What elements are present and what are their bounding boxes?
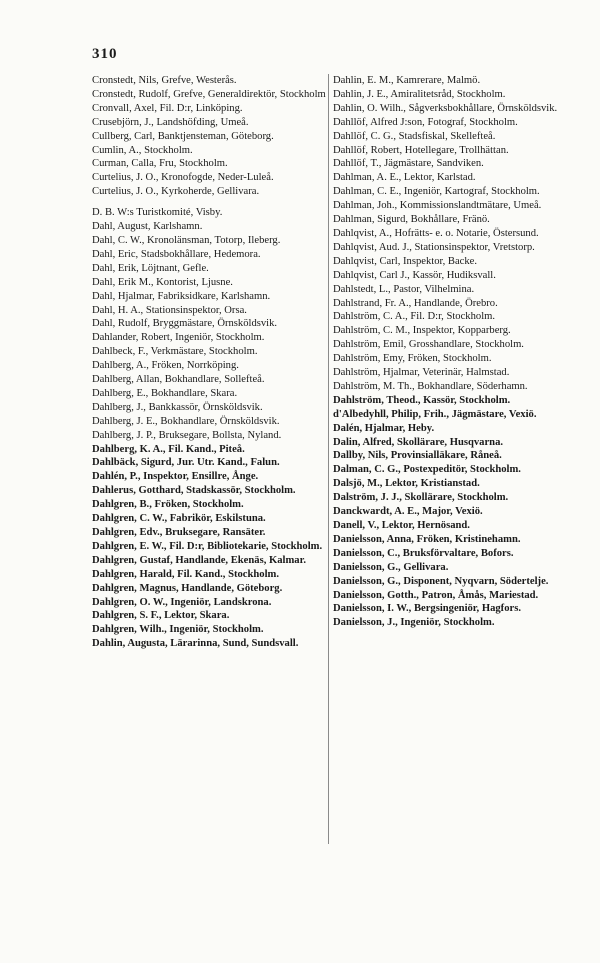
directory-entry: Dahl, Rudolf, Bryggmästare, Örnsköldsvik.: [92, 318, 278, 330]
directory-entry: Dahlin, Augusta, Lärarinna, Sund, Sundsvall.: [92, 638, 299, 650]
column-divider: [328, 74, 329, 844]
directory-entry: Dahlberg, J. P., Bruksegare, Bollsta, Nyland.: [92, 429, 282, 441]
directory-entry: Dalsjö, M., Lektor, Kristianstad.: [333, 478, 480, 490]
directory-entry: Dahlman, Joh., Kommissionslandtmätare, Umeå.: [333, 200, 542, 212]
directory-entry: Danielsson, I. W., Bergsingeniör, Hagfors.: [333, 603, 521, 615]
directory-entry: Dahlman, C. E., Ingeniör, Kartograf, Stockholm.: [333, 186, 540, 198]
directory-entry: Dahlgren, C. W., Fabrikör, Eskilstuna.: [92, 513, 266, 525]
directory-entry: Dahlström, Hjalmar, Veterinär, Halmstad.: [333, 367, 510, 379]
right-column: [333, 74, 567, 630]
directory-entry: Dahlqvist, Aud. J., Stationsinspektor, Vretstorp.: [333, 241, 535, 253]
directory-entry: Dahlin, O. Wilh., Sågverksbokhållare, Örnsköldsvik.: [333, 102, 558, 114]
directory-entry: Danielsson, G., Disponent, Nyqvarn, Södertelje.: [333, 575, 549, 587]
directory-entry: Danell, V., Lektor, Hernösand.: [333, 520, 470, 531]
directory-entry: Dahllöf, T., Jägmästare, Sandviken.: [333, 158, 484, 170]
directory-entry: Danckwardt, A. E., Major, Vexiö.: [333, 506, 483, 518]
directory-entry: Cronstedt, Nils, Grefve, Westerås.: [92, 75, 237, 86]
directory-entry: D. B. W:s Turistkomité, Visby.: [92, 207, 223, 219]
directory-entry: Dahlgren, E. W., Fil. D:r, Bibliotekarie, Stockholm.: [92, 540, 323, 552]
directory-entry: Dahlstedt, L., Pastor, Vilhelmina.: [333, 283, 475, 295]
directory-entry: Dahlstrand, Fr. A., Handlande, Örebro.: [333, 297, 498, 309]
directory-entry: Dahlgren, O. W., Ingeniör, Landskrona.: [92, 596, 272, 608]
directory-entry: Dahlander, Robert, Ingeniör, Stockholm.: [92, 332, 265, 344]
directory-entry: Dahlgren, Harald, Fil. Kand., Stockholm.: [92, 568, 279, 580]
directory-entry: Crusebjörn, J., Landshöfding, Umeå.: [92, 116, 249, 128]
directory-entry: Dahl, Erik M., Kontorist, Ljusne.: [92, 276, 233, 288]
directory-entry: Danielsson, J., Ingeniör, Stockholm.: [333, 617, 495, 629]
directory-entry: Dahllöf, Alfred J:son, Fotograf, Stockholm.: [333, 116, 518, 128]
directory-entry: Curtelius, J. O., Kyrkoherde, Gellivara.: [92, 186, 260, 198]
directory-entry: Danielsson, Gotth., Patron, Åmås, Mariestad.: [333, 589, 539, 601]
directory-entry: Dahl, H. A., Stationsinspektor, Orsa.: [92, 304, 247, 316]
directory-entry: Danielsson, G., Gellivara.: [333, 561, 449, 573]
directory-entry: Dahlgren, Gustaf, Handlande, Ekenäs, Kalmar.: [92, 554, 306, 566]
directory-entry: Dahlin, E. M., Kamrerare, Malmö.: [333, 75, 481, 86]
directory-entry: Dahlberg, J. E., Bokhandlare, Örnsköldsvik.: [92, 415, 280, 427]
directory-entry: Dahl, Erik, Löjtnant, Gefle.: [92, 262, 209, 274]
directory-entry: Dahlqvist, A., Hofrätts- e. o. Notarie, Östersund.: [333, 227, 539, 239]
directory-entry: Cullberg, Carl, Banktjensteman, Göteborg.: [92, 130, 274, 142]
directory-entry: Dahlbeck, F., Verkmästare, Stockholm.: [92, 346, 258, 358]
directory-entry: Dahlqvist, Carl J., Kassör, Hudiksvall.: [333, 269, 496, 281]
directory-entry: Dahlgren, S. F., Lektor, Skara.: [92, 610, 230, 622]
directory-entry: Dahlberg, E., Bokhandlare, Skara.: [92, 387, 238, 399]
directory-entry: Dahlbäck, Sigurd, Jur. Utr. Kand., Falun.: [92, 457, 280, 469]
directory-entry: Dahlgren, Magnus, Handlande, Göteborg.: [92, 582, 283, 594]
directory-entry: Dahlqvist, Carl, Inspektor, Backe.: [333, 255, 478, 267]
directory-entry: Dahl, C. W., Kronolänsman, Totorp, Ileberg.: [92, 234, 281, 246]
directory-entry: Danielsson, Anna, Fröken, Kristinehamn.: [333, 533, 521, 545]
directory-entry: Dahlgren, Wilh., Ingeniör, Stockholm.: [92, 624, 264, 636]
directory-entry: Dahlin, J. E., Amiralitetsråd, Stockholm.: [333, 88, 506, 100]
directory-entry: Dahlström, C. A., Fil. D:r, Stockholm.: [333, 311, 496, 323]
directory-entry: Dahlgren, Edv., Bruksegare, Ransäter.: [92, 527, 266, 538]
directory-entry: Dalén, Hjalmar, Heby.: [333, 422, 435, 434]
directory-entry: Cronstedt, Rudolf, Grefve, Generaldirektör, Stockholm: [92, 88, 326, 100]
directory-entry: Dahlman, A. E., Lektor, Karlstad.: [333, 172, 476, 184]
directory-entry: Dahl, August, Karlshamn.: [92, 221, 203, 233]
directory-entry: Dahlberg, J., Bankkassör, Örnsköldsvik.: [92, 401, 263, 413]
directory-entry: Dahl, Hjalmar, Fabriksidkare, Karlshamn.: [92, 290, 271, 302]
directory-entry: Danielsson, C., Bruksförvaltare, Bofors.: [333, 547, 514, 559]
directory-entry: Dahlerus, Gotthard, Stadskassör, Stockholm.: [92, 485, 296, 497]
directory-entry: Dahlström, M. Th., Bokhandlare, Söderhamn.: [333, 380, 528, 392]
directory-entry: Dalström, J. J., Skollärare, Stockholm.: [333, 492, 509, 504]
directory-entry: Curman, Calla, Fru, Stockholm.: [92, 158, 228, 170]
directory-entry: Dahlberg, K. A., Fil. Kand., Piteå.: [92, 443, 245, 455]
directory-entry: Dahlberg, Allan, Bokhandlare, Sollefteå.: [92, 374, 265, 386]
directory-entry: Dahllöf, C. G., Stadsfiskal, Skellefteå.: [333, 130, 496, 142]
directory-entry: Dallby, Nils, Provinsialläkare, Råneå.: [333, 450, 502, 462]
directory-entry: Cronvall, Axel, Fil. D:r, Linköping.: [92, 102, 243, 114]
directory-entry: Dalman, C. G., Postexpeditör, Stockholm.: [333, 464, 521, 476]
directory-entry: Dalin, Alfred, Skollärare, Husqvarna.: [333, 436, 504, 448]
left-column: [92, 74, 326, 651]
directory-entry: Dahlström, C. M., Inspektor, Kopparberg.: [333, 325, 511, 337]
directory-entry: Cumlin, A., Stockholm.: [92, 144, 193, 156]
directory-entry: Dahlström, Emil, Grosshandlare, Stockholm.: [333, 339, 524, 351]
directory-entry: Dahllöf, Robert, Hotellegare, Trollhättan.: [333, 144, 509, 156]
directory-entry: Curtelius, J. O., Kronofogde, Neder-Luleå.: [92, 172, 274, 184]
directory-entry: Dahlberg, A., Fröken, Norrköping.: [92, 360, 239, 372]
directory-entry: Dahlström, Theod., Kassör, Stockholm.: [333, 394, 511, 406]
directory-entry: Dahlgren, B., Fröken, Stockholm.: [92, 499, 244, 511]
directory-entry: Dahl, Eric, Stadsbokhållare, Hedemora.: [92, 248, 261, 260]
page-number: 310: [92, 46, 118, 62]
directory-entry: Dahlström, Emy, Fröken, Stockholm.: [333, 353, 492, 365]
directory-entry: d'Albedyhll, Philip, Frih., Jägmästare, Vexiö.: [333, 408, 537, 420]
directory-entry: Dahlén, P., Inspektor, Ensillre, Ånge.: [92, 471, 259, 483]
directory-entry: Dahlman, Sigurd, Bokhållare, Fränö.: [333, 214, 490, 226]
